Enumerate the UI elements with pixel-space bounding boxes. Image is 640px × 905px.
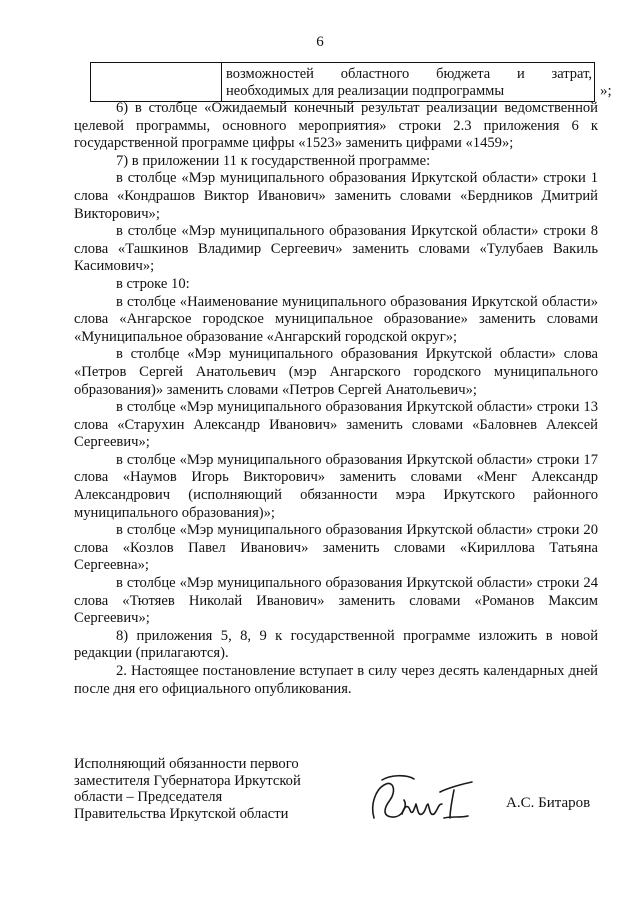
body-text	[74, 100, 598, 698]
paragraph-row-20: в столбце «Мэр муниципального образования Иркутской области» строки 20 слова «Козлов Павел Иванович» заменить словами «Кириллова Татьяна Сергеевна»;	[74, 522, 598, 574]
paragraph-row-13: в столбце «Мэр муниципального образования Иркутской области» строки 13 слова «Старухин Александр Иванович» заменить словами «Баловнев Алексей Сергеевич»;	[74, 399, 598, 451]
paragraph-item-6: 6) в столбце «Ожидаемый конечный результат реализации ведомственной целевой программы, основного мероприятия» строки 2.3 приложения 6 к государственной программе цифры «1523» заменить цифрами «1459»;	[74, 100, 598, 152]
paragraph-row-8: в столбце «Мэр муниципального образования Иркутской области» строки 8 слова «Ташкинов Владимир Сергеевич» заменить словами «Тулубаев Вакиль Касимович»;	[74, 223, 598, 275]
table-cell	[222, 66, 592, 100]
paragraph-row-24: в столбце «Мэр муниципального образования Иркутской области» строки 24 слова «Тютяев Николай Иванович» заменить словами «Романов Максим Сергеевич»;	[74, 575, 598, 627]
paragraph-row-17: в столбце «Мэр муниципального образования Иркутской области» строки 17 слова «Наумов Игорь Викторович» заменить словами «Менг Александр Александрович (исполняющий обязанности мэра Иркутского районного муниципального образования)»;	[74, 451, 598, 521]
paragraph-row-1: в столбце «Мэр муниципального образования Иркутской области» строки 1 слова «Кондрашов Виктор Иванович» заменить словами «Бердников Дмитрий Викторович»;	[74, 170, 598, 222]
signer-title	[74, 756, 301, 822]
signer-title-line-2: заместителя Губернатора Иркутской	[74, 772, 301, 789]
paragraph-row-10-name: в столбце «Наименование муниципального образования Иркутской области» слова «Ангарское городское муниципальное образование» заменить словами «Муниципальное образование «Ангарский городской округ»;	[74, 293, 598, 345]
signer-title-line-1: Исполняющий обязанности первого	[74, 756, 299, 772]
paragraph-row-10-mayor: в столбце «Мэр муниципального образования Иркутской области» слова «Петров Сергей Анатольевич (мэр Ангарского городского муниципального образования)» заменить словами «Петров Сергей Анатольевич»;	[74, 346, 598, 398]
paragraph-effective-date: 2. Настоящее постановление вступает в силу через десять календарных дней после дня его официального опубликования.	[74, 663, 598, 697]
paragraph-item-7: 7) в приложении 11 к государственной программе:	[116, 152, 431, 169]
handwritten-signature	[368, 770, 478, 828]
signer-title-line-3: области – Председателя	[74, 789, 223, 805]
table-cell-line-2: необходимых для реализации подпрограммы	[226, 83, 505, 99]
signer-name: А.С. Битаров	[506, 795, 591, 811]
paragraph-item-8: 8) приложения 5, 8, 9 к государственной программе изложить в новой редакции (прилагаются).	[74, 627, 598, 662]
paragraph-row-10: в строке 10:	[116, 275, 190, 292]
page-number: 6	[316, 34, 324, 50]
table-cell-line-1: возможностей областного бюджета и затрат,	[226, 66, 592, 82]
table-fragment	[90, 62, 595, 102]
table-closing-quote: »;	[600, 83, 612, 99]
signer-title-line-4: Правительства Иркутской области	[74, 805, 289, 822]
